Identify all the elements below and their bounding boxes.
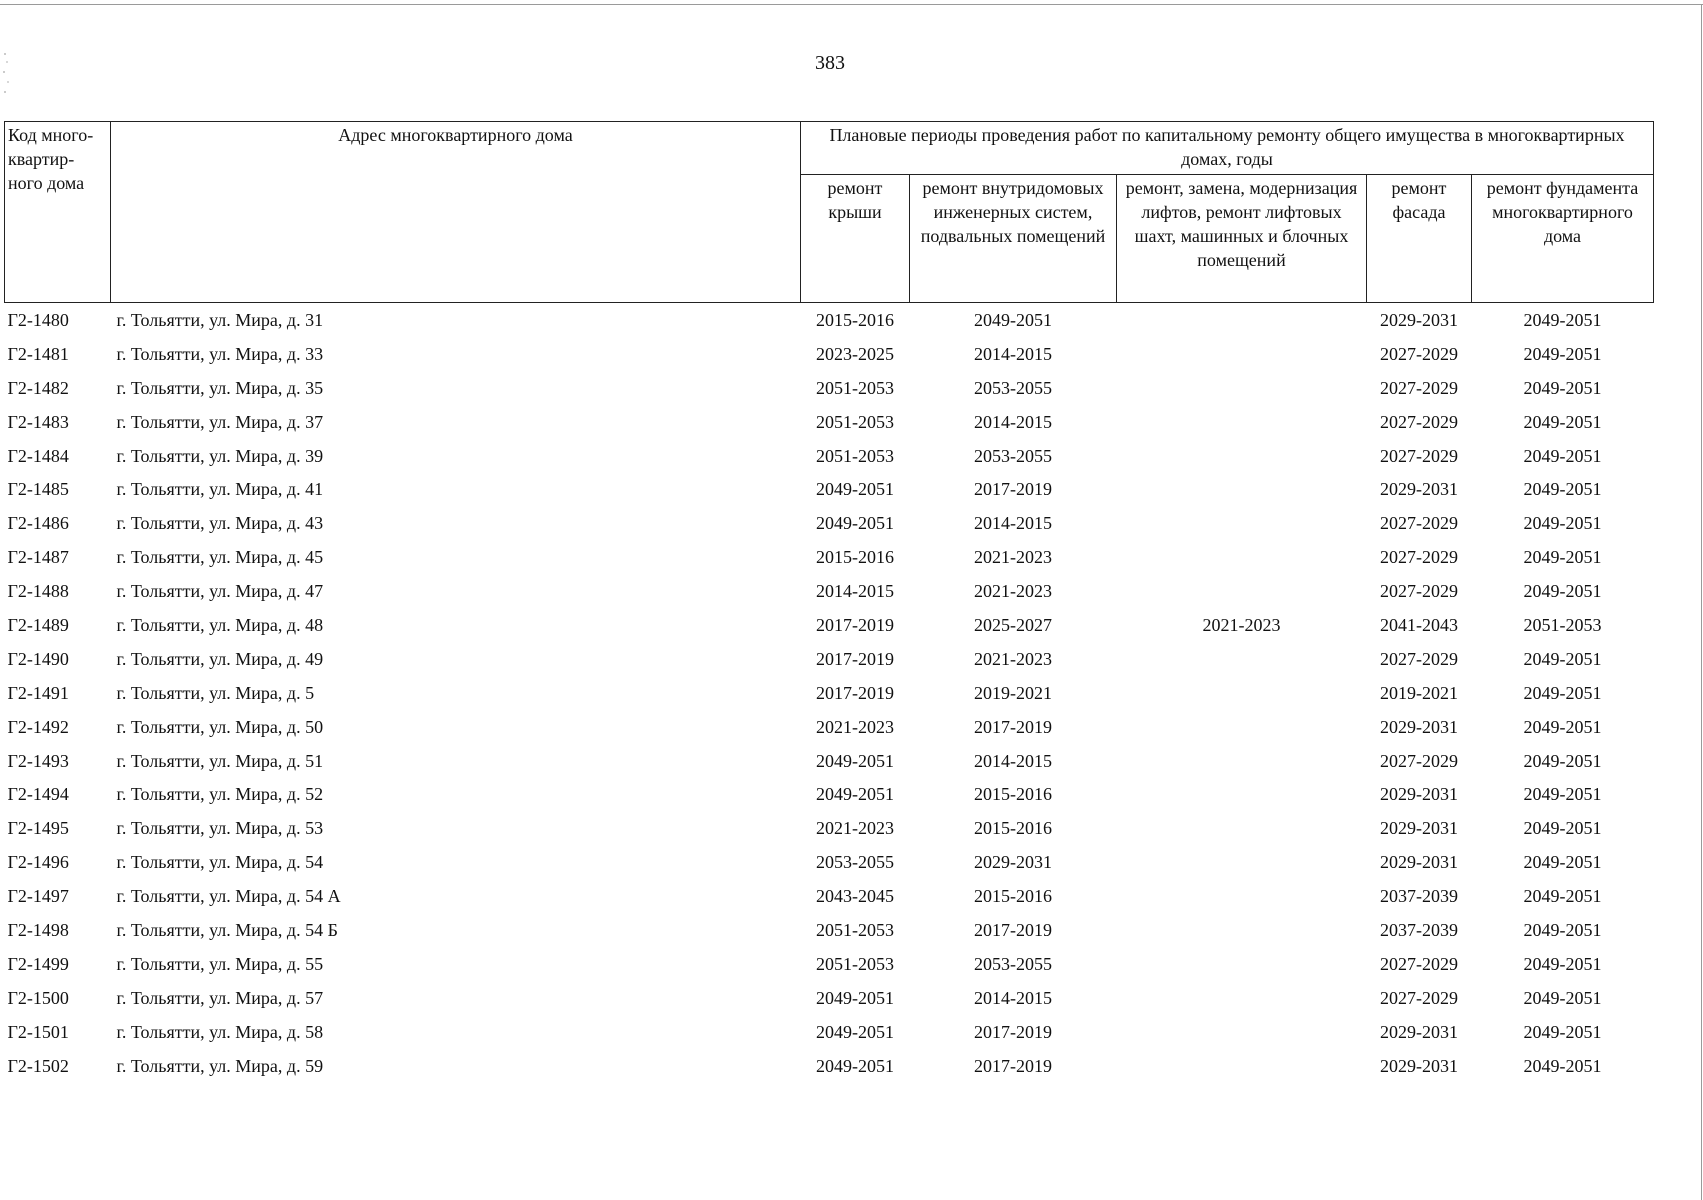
cell-systems: 2014-2015 <box>974 987 1052 1008</box>
table-row <box>5 337 1654 371</box>
cell-code: Г2-1502 <box>7 1055 69 1076</box>
cell-systems: 2017-2019 <box>974 1055 1052 1076</box>
table-header <box>5 122 1654 303</box>
right-scan-border <box>1701 4 1702 1200</box>
cell-foundation: 2051-2053 <box>1523 614 1602 635</box>
cell-foundation: 2049-2051 <box>1523 987 1602 1008</box>
table-row <box>5 811 1654 845</box>
header-planned-periods: Плановые периоды проведения работ по капитальному ремонту общего имущества в многоквартирных домах, годы <box>801 122 1654 175</box>
cell-code: Г2-1492 <box>7 716 69 737</box>
cell-roof: 2049-2051 <box>816 513 894 534</box>
cell-facade: 2027-2029 <box>1380 648 1458 669</box>
cell-roof: 2021-2023 <box>816 818 894 839</box>
cell-code: Г2-1499 <box>7 953 69 974</box>
cell-systems: 2021-2023 <box>974 547 1052 568</box>
cell-systems: 2049-2051 <box>974 309 1052 330</box>
cell-facade: 2027-2029 <box>1380 953 1458 974</box>
cell-address: г. Тольятти, ул. Мира, д. 39 <box>116 445 324 466</box>
table-row <box>5 777 1654 811</box>
table-row <box>5 710 1654 744</box>
cell-lifts <box>1117 540 1367 574</box>
cell-systems: 2053-2055 <box>974 445 1052 466</box>
cell-lifts <box>1117 845 1367 879</box>
cell-foundation: 2049-2051 <box>1523 343 1602 364</box>
cell-address: г. Тольятти, ул. Мира, д. 54 Б <box>116 919 338 940</box>
cell-systems: 2053-2055 <box>974 377 1052 398</box>
cell-address: г. Тольятти, ул. Мира, д. 53 <box>116 818 324 839</box>
scan-speckle-icon <box>2 48 16 104</box>
cell-code: Г2-1483 <box>7 411 69 432</box>
cell-roof: 2051-2053 <box>816 953 894 974</box>
table-row <box>5 405 1654 439</box>
cell-systems: 2021-2023 <box>974 648 1052 669</box>
cell-systems: 2014-2015 <box>974 343 1052 364</box>
top-scan-border <box>0 4 1703 5</box>
cell-code: Г2-1481 <box>7 343 69 364</box>
cell-roof: 2049-2051 <box>816 784 894 805</box>
cell-systems: 2015-2016 <box>974 886 1052 907</box>
cell-facade: 2029-2031 <box>1380 1021 1458 1042</box>
cell-systems: 2019-2021 <box>974 682 1052 703</box>
cell-roof: 2014-2015 <box>816 581 894 602</box>
header-address: Адрес многоквартирного дома <box>111 122 801 303</box>
cell-systems: 2014-2015 <box>974 750 1052 771</box>
cell-foundation: 2049-2051 <box>1523 1055 1602 1076</box>
cell-facade: 2027-2029 <box>1380 445 1458 466</box>
cell-roof: 2049-2051 <box>816 750 894 771</box>
cell-code: Г2-1495 <box>7 818 69 839</box>
cell-code: Г2-1497 <box>7 886 69 907</box>
cell-address: г. Тольятти, ул. Мира, д. 54 А <box>116 886 341 907</box>
cell-systems: 2029-2031 <box>974 852 1052 873</box>
cell-roof: 2043-2045 <box>816 886 894 907</box>
cell-facade: 2019-2021 <box>1380 682 1458 703</box>
table-row <box>5 676 1654 710</box>
cell-lifts <box>1117 439 1367 473</box>
table-row <box>5 981 1654 1015</box>
cell-code: Г2-1489 <box>7 614 69 635</box>
table-body <box>5 303 1654 1083</box>
cell-systems: 2017-2019 <box>974 919 1052 940</box>
cell-lifts <box>1117 676 1367 710</box>
cell-systems: 2017-2019 <box>974 479 1052 500</box>
cell-code: Г2-1493 <box>7 750 69 771</box>
cell-foundation: 2049-2051 <box>1523 784 1602 805</box>
table-row <box>5 371 1654 405</box>
cell-address: г. Тольятти, ул. Мира, д. 48 <box>116 614 324 635</box>
cell-code: Г2-1494 <box>7 784 69 805</box>
cell-code: Г2-1485 <box>7 479 69 500</box>
header-roof: ремонт крыши <box>801 175 910 303</box>
page-number: 383 <box>815 52 845 74</box>
cell-foundation: 2049-2051 <box>1523 377 1602 398</box>
cell-code: Г2-1488 <box>7 581 69 602</box>
cell-lifts <box>1117 981 1367 1015</box>
cell-roof: 2053-2055 <box>816 852 894 873</box>
cell-lifts <box>1117 947 1367 981</box>
cell-foundation: 2049-2051 <box>1523 852 1602 873</box>
cell-address: г. Тольятти, ул. Мира, д. 33 <box>116 343 324 364</box>
cell-foundation: 2049-2051 <box>1523 411 1602 432</box>
cell-facade: 2029-2031 <box>1380 818 1458 839</box>
cell-foundation: 2049-2051 <box>1523 682 1602 703</box>
table-row <box>5 744 1654 778</box>
table-row <box>5 1015 1654 1049</box>
cell-address: г. Тольятти, ул. Мира, д. 35 <box>116 377 324 398</box>
cell-systems: 2053-2055 <box>974 953 1052 974</box>
cell-lifts <box>1117 811 1367 845</box>
repair-schedule-table <box>4 121 1654 1082</box>
cell-foundation: 2049-2051 <box>1523 581 1602 602</box>
cell-roof: 2015-2016 <box>816 547 894 568</box>
table-row <box>5 947 1654 981</box>
cell-code: Г2-1500 <box>7 987 69 1008</box>
cell-lifts <box>1117 303 1367 337</box>
cell-facade: 2027-2029 <box>1380 411 1458 432</box>
table-row <box>5 1049 1654 1083</box>
cell-address: г. Тольятти, ул. Мира, д. 41 <box>116 479 324 500</box>
table-row <box>5 879 1654 913</box>
cell-facade: 2027-2029 <box>1380 547 1458 568</box>
cell-code: Г2-1491 <box>7 682 69 703</box>
table-row <box>5 642 1654 676</box>
cell-roof: 2051-2053 <box>816 445 894 466</box>
cell-facade: 2037-2039 <box>1380 919 1458 940</box>
cell-address: г. Тольятти, ул. Мира, д. 58 <box>116 1021 324 1042</box>
cell-code: Г2-1484 <box>7 445 69 466</box>
cell-address: г. Тольятти, ул. Мира, д. 45 <box>116 547 324 568</box>
cell-address: г. Тольятти, ул. Мира, д. 5 <box>116 682 315 703</box>
cell-address: г. Тольятти, ул. Мира, д. 55 <box>116 953 324 974</box>
cell-roof: 2017-2019 <box>816 614 894 635</box>
header-code: Код много-квартир-ного дома <box>5 122 111 303</box>
cell-foundation: 2049-2051 <box>1523 445 1602 466</box>
cell-systems: 2015-2016 <box>974 784 1052 805</box>
cell-facade: 2037-2039 <box>1380 886 1458 907</box>
cell-lifts <box>1117 1049 1367 1083</box>
table-row <box>5 845 1654 879</box>
cell-systems: 2025-2027 <box>974 614 1052 635</box>
cell-roof: 2049-2051 <box>816 1055 894 1076</box>
table-row <box>5 303 1654 337</box>
table-row <box>5 608 1654 642</box>
cell-facade: 2029-2031 <box>1380 716 1458 737</box>
cell-code: Г2-1501 <box>7 1021 69 1042</box>
cell-systems: 2014-2015 <box>974 411 1052 432</box>
cell-code: Г2-1482 <box>7 377 69 398</box>
cell-systems: 2021-2023 <box>974 581 1052 602</box>
header-foundation: ремонт фундамента многоквартирного дома <box>1472 175 1654 303</box>
cell-address: г. Тольятти, ул. Мира, д. 50 <box>116 716 324 737</box>
cell-facade: 2029-2031 <box>1380 1055 1458 1076</box>
cell-roof: 2023-2025 <box>816 343 894 364</box>
cell-roof: 2017-2019 <box>816 682 894 703</box>
table-row <box>5 913 1654 947</box>
cell-systems: 2014-2015 <box>974 513 1052 534</box>
cell-roof: 2015-2016 <box>816 309 894 330</box>
cell-foundation: 2049-2051 <box>1523 750 1602 771</box>
cell-facade: 2027-2029 <box>1380 513 1458 534</box>
cell-foundation: 2049-2051 <box>1523 716 1602 737</box>
cell-foundation: 2049-2051 <box>1523 818 1602 839</box>
cell-lifts <box>1117 710 1367 744</box>
cell-lifts <box>1117 879 1367 913</box>
cell-lifts <box>1117 371 1367 405</box>
cell-address: г. Тольятти, ул. Мира, д. 31 <box>116 309 324 330</box>
cell-foundation: 2049-2051 <box>1523 479 1602 500</box>
cell-lifts <box>1117 777 1367 811</box>
cell-foundation: 2049-2051 <box>1523 919 1602 940</box>
cell-lifts <box>1117 506 1367 540</box>
cell-facade: 2027-2029 <box>1380 343 1458 364</box>
cell-foundation: 2049-2051 <box>1523 648 1602 669</box>
table-row <box>5 439 1654 473</box>
cell-lifts <box>1117 574 1367 608</box>
cell-facade: 2027-2029 <box>1380 581 1458 602</box>
cell-address: г. Тольятти, ул. Мира, д. 59 <box>116 1055 324 1076</box>
cell-address: г. Тольятти, ул. Мира, д. 43 <box>116 513 324 534</box>
cell-foundation: 2049-2051 <box>1523 513 1602 534</box>
cell-address: г. Тольятти, ул. Мира, д. 51 <box>116 750 324 771</box>
cell-foundation: 2049-2051 <box>1523 309 1602 330</box>
cell-roof: 2017-2019 <box>816 648 894 669</box>
cell-facade: 2041-2043 <box>1380 614 1458 635</box>
table-row <box>5 574 1654 608</box>
cell-facade: 2027-2029 <box>1380 750 1458 771</box>
header-systems: ремонт внутридомовых инженерных систем, подвальных помещений <box>910 175 1117 303</box>
cell-systems: 2017-2019 <box>974 716 1052 737</box>
cell-facade: 2029-2031 <box>1380 784 1458 805</box>
header-lifts: ремонт, замена, модернизация лифтов, ремонт лифтовых шахт, машинных и блочных помещений <box>1117 175 1367 303</box>
cell-code: Г2-1487 <box>7 547 69 568</box>
cell-address: г. Тольятти, ул. Мира, д. 52 <box>116 784 324 805</box>
cell-address: г. Тольятти, ул. Мира, д. 37 <box>116 411 324 432</box>
cell-roof: 2049-2051 <box>816 987 894 1008</box>
cell-code: Г2-1486 <box>7 513 69 534</box>
cell-foundation: 2049-2051 <box>1523 547 1602 568</box>
table-row <box>5 540 1654 574</box>
cell-lifts <box>1117 744 1367 778</box>
cell-facade: 2027-2029 <box>1380 377 1458 398</box>
cell-roof: 2051-2053 <box>816 411 894 432</box>
cell-code: Г2-1490 <box>7 648 69 669</box>
cell-address: г. Тольятти, ул. Мира, д. 47 <box>116 581 324 602</box>
cell-lifts: 2021-2023 <box>1202 614 1281 635</box>
cell-lifts <box>1117 337 1367 371</box>
cell-roof: 2021-2023 <box>816 716 894 737</box>
cell-roof: 2049-2051 <box>816 1021 894 1042</box>
cell-lifts <box>1117 472 1367 506</box>
cell-roof: 2049-2051 <box>816 479 894 500</box>
cell-code: Г2-1496 <box>7 852 69 873</box>
header-facade: ремонт фасада <box>1367 175 1472 303</box>
table-row <box>5 472 1654 506</box>
cell-foundation: 2049-2051 <box>1523 886 1602 907</box>
cell-address: г. Тольятти, ул. Мира, д. 49 <box>116 648 324 669</box>
cell-address: г. Тольятти, ул. Мира, д. 57 <box>116 987 324 1008</box>
cell-facade: 2029-2031 <box>1380 479 1458 500</box>
cell-lifts <box>1117 1015 1367 1049</box>
cell-systems: 2015-2016 <box>974 818 1052 839</box>
table-row <box>5 506 1654 540</box>
cell-roof: 2051-2053 <box>816 919 894 940</box>
cell-facade: 2029-2031 <box>1380 309 1458 330</box>
cell-lifts <box>1117 405 1367 439</box>
cell-facade: 2027-2029 <box>1380 987 1458 1008</box>
cell-foundation: 2049-2051 <box>1523 1021 1602 1042</box>
cell-roof: 2051-2053 <box>816 377 894 398</box>
cell-lifts <box>1117 642 1367 676</box>
cell-systems: 2017-2019 <box>974 1021 1052 1042</box>
cell-code: Г2-1498 <box>7 919 69 940</box>
cell-foundation: 2049-2051 <box>1523 953 1602 974</box>
cell-facade: 2029-2031 <box>1380 852 1458 873</box>
cell-lifts <box>1117 913 1367 947</box>
cell-address: г. Тольятти, ул. Мира, д. 54 <box>116 852 324 873</box>
cell-code: Г2-1480 <box>7 309 69 330</box>
